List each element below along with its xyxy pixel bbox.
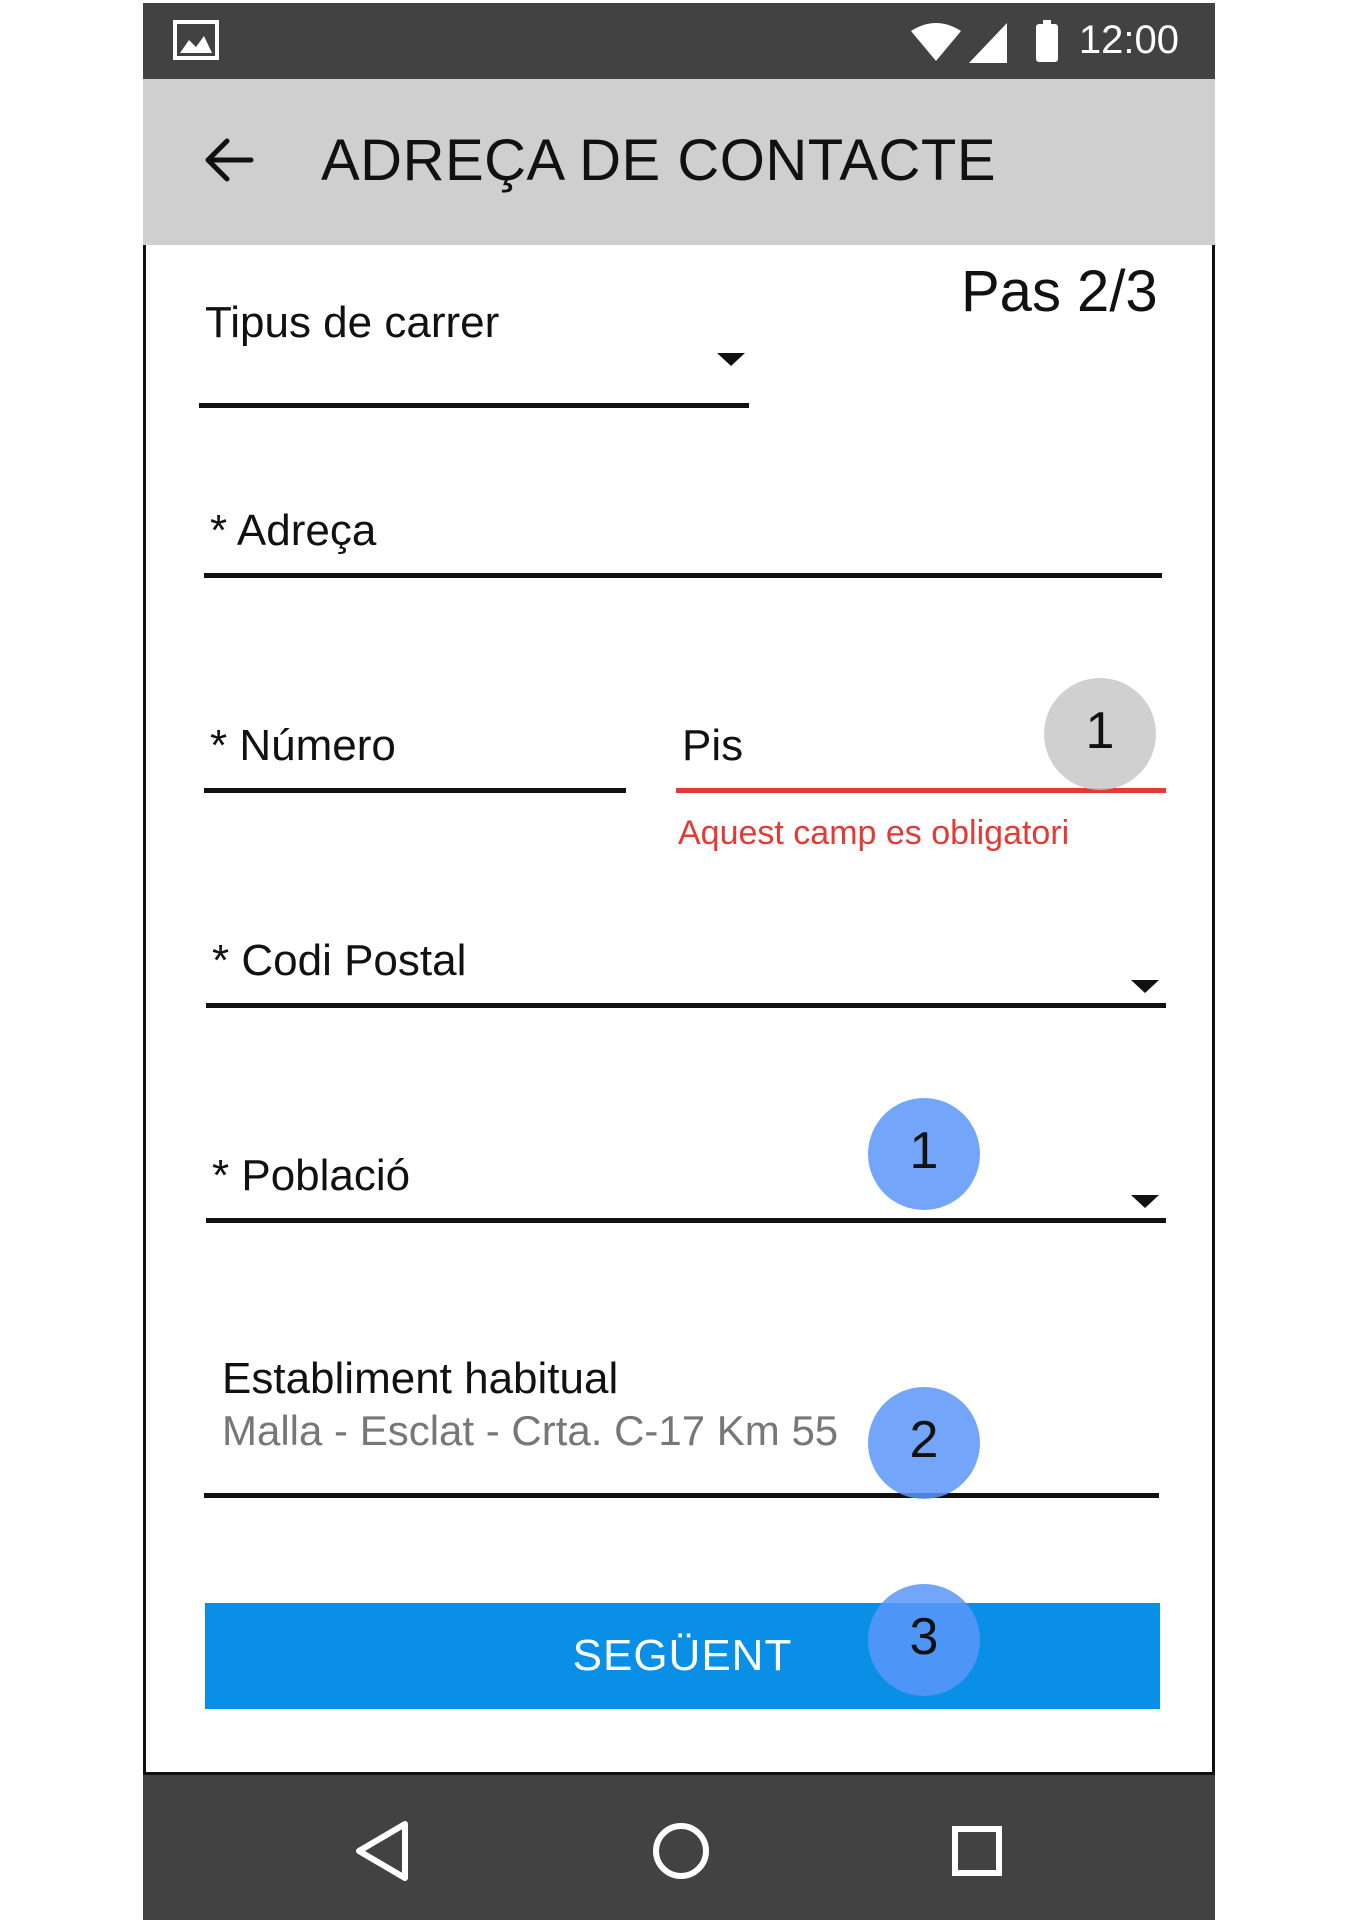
floor-error-message: Aquest camp es obligatori <box>678 814 1070 852</box>
nav-recent-apps-icon[interactable] <box>951 1825 1003 1877</box>
next-button[interactable]: SEGÜENT <box>205 1603 1160 1709</box>
battery-icon <box>1036 20 1058 62</box>
image-notification-icon <box>173 20 219 60</box>
form-content <box>143 245 1215 1775</box>
usual-store-field[interactable] <box>204 1353 1162 1493</box>
nav-home-icon[interactable] <box>651 1821 711 1881</box>
back-arrow-icon[interactable] <box>201 133 255 187</box>
street-type-label: Tipus de carrer <box>205 298 500 347</box>
address-label: * Adreça <box>210 506 377 555</box>
app-bar <box>143 79 1215 245</box>
status-bar <box>143 3 1215 79</box>
street-type-dropdown[interactable] <box>199 285 749 381</box>
number-underline <box>204 788 626 793</box>
navigation-bar <box>143 1775 1215 1920</box>
usual-store-label: Establiment habitual <box>222 1354 619 1403</box>
street-type-underline <box>199 403 749 408</box>
floor-label: Pis <box>682 721 744 770</box>
annotation-badge-town: 1 <box>868 1098 980 1210</box>
postal-code-dropdown[interactable] <box>206 930 1166 1030</box>
status-time: 12:00 <box>1078 18 1179 62</box>
page-title: ADREÇA DE CONTACTE <box>321 128 997 193</box>
address-underline <box>204 573 1162 578</box>
town-dropdown[interactable] <box>206 1145 1166 1245</box>
annotation-badge-store: 2 <box>868 1387 980 1499</box>
chevron-down-icon <box>1131 1195 1159 1208</box>
annotation-badge-floor: 1 <box>1044 678 1156 790</box>
usual-store-value: Malla - Esclat - Crta. C-17 Km 55 <box>222 1407 839 1454</box>
usual-store-underline <box>204 1493 1159 1498</box>
address-input[interactable] <box>204 500 1162 600</box>
postal-code-label: * Codi Postal <box>212 936 467 985</box>
annotation-badge-next: 3 <box>868 1584 980 1696</box>
signal-icon <box>969 23 1007 63</box>
chevron-down-icon <box>717 353 745 366</box>
town-label: * Població <box>212 1151 411 1200</box>
postal-code-underline <box>206 1003 1166 1008</box>
wifi-icon <box>911 23 961 63</box>
nav-back-icon[interactable] <box>353 1820 411 1882</box>
step-indicator: Pas 2/3 <box>961 259 1158 324</box>
chevron-down-icon <box>1131 980 1159 993</box>
number-label: * Número <box>210 721 396 770</box>
town-underline <box>206 1218 1166 1223</box>
number-input[interactable] <box>204 715 626 815</box>
phone-screen <box>143 3 1215 1920</box>
